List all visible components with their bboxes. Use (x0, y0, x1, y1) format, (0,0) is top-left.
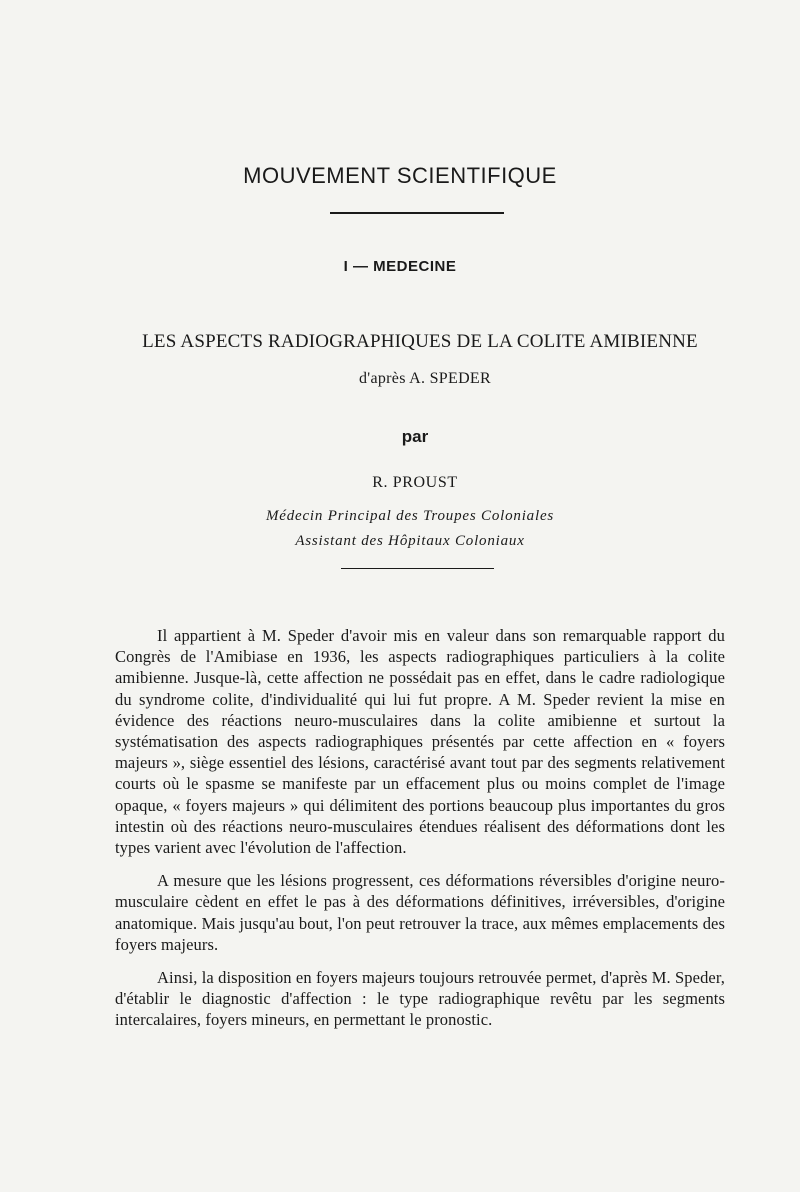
author-name: R. PROUST (372, 474, 458, 491)
paragraph-2: A mesure que les lésions progressent, ces déformations réversibles d'origine neuro-musculaire cèdent en effet le pas à des déformations définitives, irréversibles, d'origine anatomique. Mais jusqu'au bout, l'on peut retrouver la trace, aux mêmes emplacements des foyers majeurs. (115, 871, 725, 954)
article-body (115, 625, 725, 1043)
author-divider (341, 568, 494, 569)
by-line: par (401, 427, 429, 446)
author-role-1: Médecin Principal des Troupes Coloniales (265, 508, 555, 524)
paragraph-1: Il appartient à M. Speder d'avoir mis en valeur dans son remarquable rapport du Congrès de l'Amibiase en 1936, les aspects radiographiques particuliers à la colite amibienne. Jusque-là, cette affection ne possédait pas en effet, dans le cadre radiologique du syndrome colite, d'individualité qui lui fut propre. A M. Speder revient la mise en évidence des réactions neuro-musculaires dans la colite amibienne et surtout la systématisation des aspects radiographiques présentés par cette affection en « foyers majeurs », siège essentiel des lésions, caractérisé avant tout par des segments relativement courts où le spasme se manifeste par un effacement plus ou moins complet de l'image opaque, « foyers majeurs » qui délimitent des portions beaucoup plus importantes du gros intestin où des réactions neuro-musculaires étendues réalisent des déformations dont les types varient avec l'évolution de l'affection. (115, 626, 725, 858)
section-title: MOUVEMENT SCIENTIFIQUE (243, 163, 557, 188)
subsection-heading: I — MEDECINE (343, 258, 457, 275)
title-divider (330, 212, 504, 214)
article-title: LES ASPECTS RADIOGRAPHIQUES DE LA COLITE AMIBIENNE (142, 331, 698, 352)
author-role-2: Assistant des Hôpitaux Coloniaux (295, 533, 525, 549)
article-source: d'après A. SPEDER (359, 370, 491, 387)
paragraph-3: Ainsi, la disposition en foyers majeurs toujours retrouvée permet, d'après M. Speder, d'établir le diagnostic d'affection : le type radiographique revêtu par les segments intercalaires, foyers mineurs, en permettant le pronostic. (115, 968, 725, 1030)
